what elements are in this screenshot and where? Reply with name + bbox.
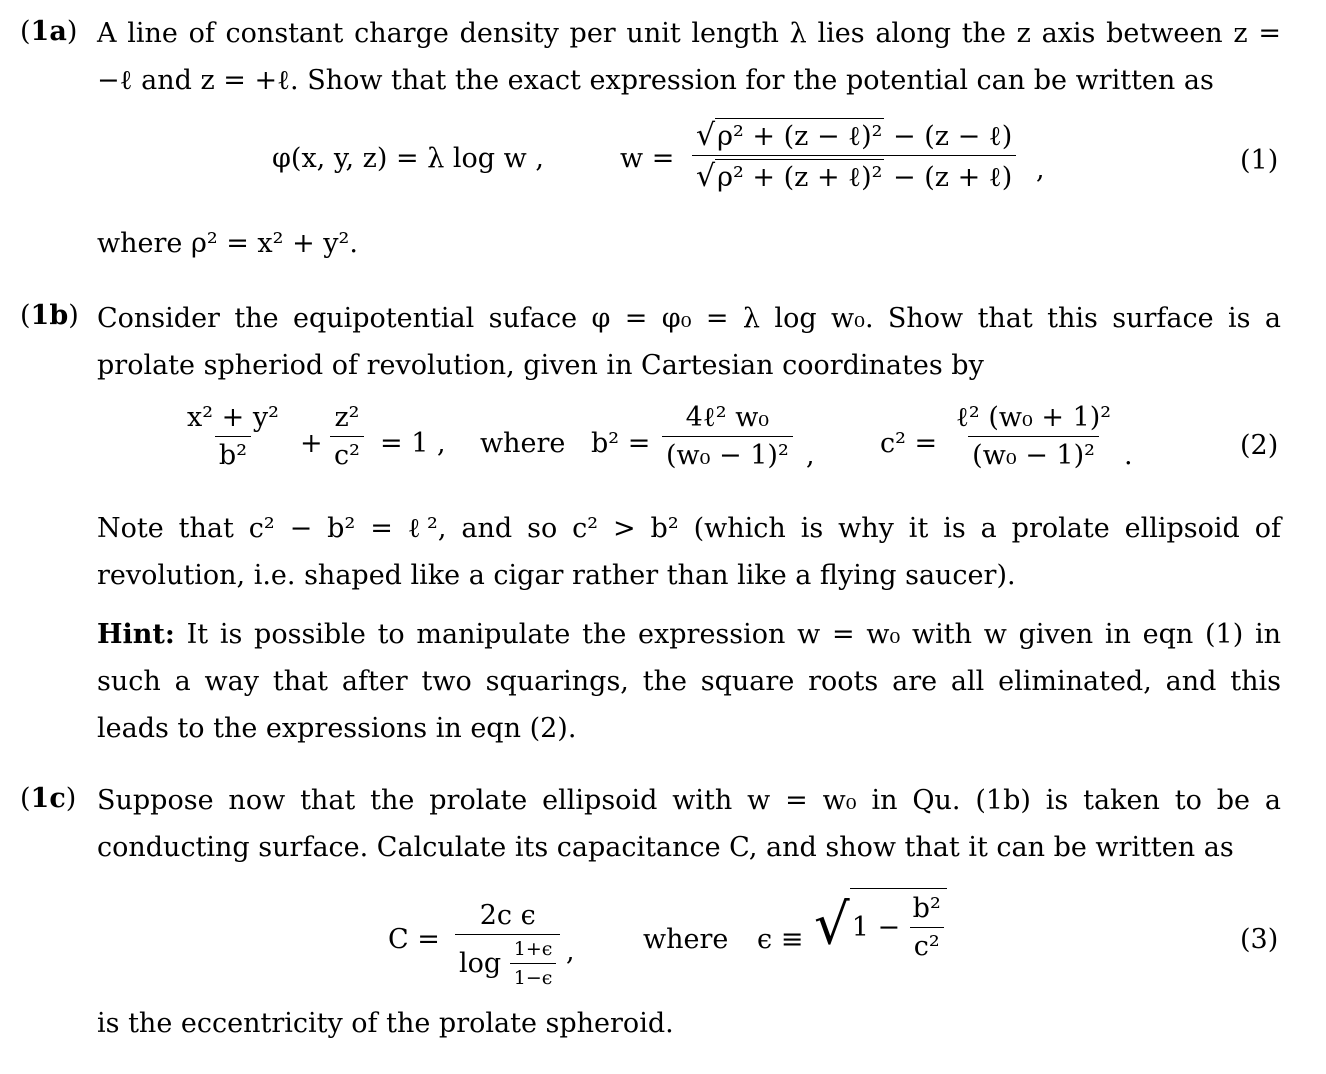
w-den-radicand: ρ² + (z + ℓ)² bbox=[715, 159, 884, 193]
C-num: 2c ϵ bbox=[479, 900, 536, 931]
c2-num: ℓ² (w₀ + 1)² bbox=[956, 402, 1112, 433]
b2-den: (w₀ − 1)² bbox=[662, 436, 793, 471]
eq2-c2-fraction bbox=[952, 402, 1115, 471]
w-den-tail: − (z + ℓ) bbox=[884, 162, 1013, 193]
sqrt-icon: √ bbox=[814, 892, 850, 958]
sqrt-icon: √ bbox=[696, 159, 716, 194]
eq1-comma: , bbox=[1036, 154, 1045, 185]
w-num-tail: − (z − ℓ) bbox=[884, 121, 1013, 152]
C-den-num: 1+ϵ bbox=[513, 938, 553, 960]
eq2-where: where bbox=[480, 428, 566, 459]
eq1-phi: φ(x, y, z) = λ log w , bbox=[272, 143, 544, 174]
p1c-after: is the eccentricity of the prolate spheroid. bbox=[97, 1008, 674, 1039]
p1b-hint bbox=[97, 611, 1281, 752]
C-den-log: log bbox=[459, 948, 502, 979]
eq2-c2-lhs: c² = bbox=[880, 428, 938, 459]
sqrt-icon: √ bbox=[696, 118, 716, 153]
f1-den: b² bbox=[215, 436, 251, 471]
eq3-C-fraction bbox=[455, 900, 560, 989]
label-1b: (1b) bbox=[20, 300, 79, 331]
eq1-w-lhs: w = bbox=[620, 143, 675, 174]
f1-num: x² + y² bbox=[187, 402, 279, 433]
w-num-radicand: ρ² + (z − ℓ)² bbox=[715, 118, 884, 152]
eq2-period: . bbox=[1124, 440, 1133, 471]
label-1c: (1c) bbox=[20, 783, 77, 814]
c2-den: (w₀ − 1)² bbox=[968, 436, 1099, 471]
eq3-eps-sqrt bbox=[814, 888, 947, 962]
f2-den: c² bbox=[330, 436, 364, 471]
p1b-text: Consider the equipotential suface φ = φ₀ = λ log w₀. Show that this surface is a prolate spheriod of revolution, given in Cartesian coordinates by bbox=[97, 303, 1281, 381]
eq3-eps-lhs: ϵ ≡ bbox=[757, 924, 804, 955]
b2-num: 4ℓ² w₀ bbox=[685, 402, 770, 433]
eq2-fraction-1 bbox=[183, 402, 283, 471]
p1a-text: A line of constant charge density per unit length λ lies along the z axis between z = −ℓ and z = +ℓ. Show that the exact expression for the potential can be written as bbox=[97, 18, 1281, 96]
f2-num: z² bbox=[334, 402, 360, 433]
eq3-where: where bbox=[643, 924, 729, 955]
hint-label: Hint: bbox=[97, 619, 175, 650]
eps-den: c² bbox=[910, 927, 944, 962]
eq1-number: (1) bbox=[1240, 145, 1279, 176]
eq2-b2-fraction bbox=[662, 402, 793, 471]
C-den-den: 1−ϵ bbox=[510, 963, 557, 989]
eq3-comma: , bbox=[566, 936, 575, 967]
p1b-note: Note that c² − b² = ℓ², and so c² > b² (which is why it is a prolate ellipsoid of revolution, i.e. shaped like a cigar rather than like a flying saucer). bbox=[97, 513, 1281, 591]
eq1-w-fraction bbox=[692, 118, 1016, 194]
eq2-equals-one: = 1 , bbox=[380, 428, 446, 459]
eq2-comma: , bbox=[806, 440, 815, 471]
eq3-number: (3) bbox=[1240, 924, 1279, 955]
p1c-text: Suppose now that the prolate ellipsoid with w = w₀ in Qu. (1b) is taken to be a conducting surface. Calculate its capacitance C, and show that it can be written as bbox=[97, 785, 1281, 863]
label-1a: (1a) bbox=[20, 16, 78, 47]
eps-one-minus: 1 − bbox=[851, 912, 901, 943]
eq2-fraction-2 bbox=[330, 402, 364, 471]
eq2-b2-lhs: b² = bbox=[591, 428, 651, 459]
p1a-where: where ρ² = x² + y². bbox=[97, 228, 358, 259]
eq2-plus: + bbox=[300, 428, 323, 459]
hint-text: It is possible to manipulate the expression w = w₀ with w given in eqn (1) in such a way that after two squarings, the square roots are all eliminated, and this leads to the expressions in eqn (2). bbox=[97, 619, 1281, 744]
eq2-number: (2) bbox=[1240, 430, 1279, 461]
eps-num: b² bbox=[912, 893, 941, 924]
eq3-C-lhs: C = bbox=[388, 924, 440, 955]
